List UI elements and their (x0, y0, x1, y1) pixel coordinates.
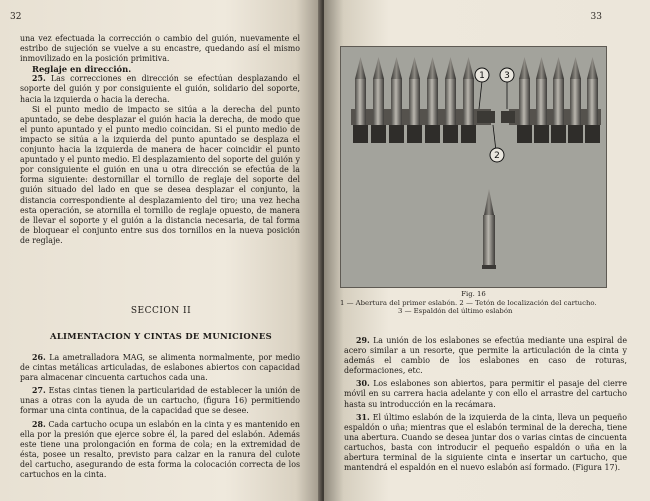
page-number-right: 33 (590, 12, 602, 22)
callout-1 (475, 68, 489, 82)
callout-3-label: 3 (504, 71, 510, 81)
callout-2 (490, 148, 504, 162)
paragraph-25-number: 25. (32, 74, 46, 84)
ammunition-belt-illustration (341, 47, 606, 287)
paragraph-27-number: 27. (32, 386, 46, 396)
section-heading-reglaje: Reglaje en dirección. (32, 64, 132, 75)
paragraph-27 (20, 386, 300, 416)
callout-2-label: 2 (494, 151, 500, 161)
paragraph-25b: Si el punto medio de impacto se sitúa a la derecha del punto apuntado, se debe desplazar el guión hacia la derecha, de modo que el punto apuntado y el punto medio coincidan. Si el punto medio de impacto se sitúa a la izquierda del punto apuntado se desplaza el conjunto hacia la izquierda de manera de hacer coincidir el punto apuntado y el punto medio. El desplazamiento del soporte del guión y por consiguiente el guión en una u otra dirección se efectúa de la forma siguiente: destornillar el tornillo de reglaje del soporte del guión situado del lado en que se desea desplazar el conjunto, la distancia correspondiente al desplazamiento del tiro; una vez hecha esta operación, se atornilla el tornillo de reglaje opuesto, de manera de llevar el soporte y el guión a la distancia necesaria, de tal forma de bloquear el conjunto entre sus dos tornillos en la nueva posición de reglaje. (20, 104, 300, 245)
paragraph-28-text: Cada cartucho ocupa un eslabón en la cinta y es mantenido en ella por la presión que ejerce sobre él, la pared del eslabón. Además este tiene una prolongación en forma de cola; en la extremidad de ésta, posee un resalto, previsto para calzar en la ranura del culote del cartucho, asegurando de esta forma la colocación correcta de los cartuchos en la cinta. (20, 419, 300, 480)
paragraph-30-number: 30. (356, 379, 370, 389)
paragraph-29-text: La unión de los eslabones se efectúa mediante una espiral de acero similar a un resorte, que permite la articulación de la cinta y además el cambio de los eslabones en caso de roturas, deformaciones, etc. (344, 336, 627, 376)
section-subtitle: ALIMENTACION Y CINTAS DE MUNICIONES (50, 331, 272, 341)
paragraph-25 (20, 74, 300, 104)
figure-caption-line-1: 1 — Abertura del primer eslabón. 2 — Tetón de localización del cartucho. (340, 299, 597, 307)
paragraph-30 (344, 379, 627, 409)
figure-title: Fig. 16 (461, 290, 486, 298)
left-column-top (20, 34, 300, 246)
paragraph-28 (20, 420, 300, 481)
figure-16-photo (340, 46, 607, 288)
paragraph-29 (344, 336, 627, 376)
paragraph-27-text: Estas cintas tienen la particularidad de establecer la unión de unas a otras con la ayuda de un cartucho, (figura 16) permitiendo formar una cinta continua, de la capacidad que se desee. (20, 386, 300, 416)
paragraph-31 (344, 413, 627, 474)
paragraph-28-number: 28. (32, 419, 46, 429)
left-page (0, 0, 322, 501)
intro-paragraph: una vez efectuada la corrección o cambio del guión, nuevamente el estribo de sujeción se vuelve a su encastre, quedando así el mismo inmovilizado en la posición primitiva. (20, 34, 300, 64)
paragraph-29-number: 29. (356, 336, 370, 345)
right-column (344, 336, 627, 473)
paragraph-31-number: 31. (356, 412, 370, 422)
page-number-left: 32 (10, 12, 22, 22)
paragraph-25-text: Las correcciones en dirección se efectúan desplazando el soporte del guión y por consiguiente el guión, solidario del soporte, hacia la izquierda o hacia la derecha. (20, 74, 300, 104)
section-title: SECCION II (130, 306, 192, 316)
callout-1-label: 1 (479, 71, 485, 81)
figure-caption-line-2: 3 — Espaldón del último eslabón (398, 307, 513, 315)
paragraph-26-number: 26. (32, 353, 46, 362)
left-column-bottom (20, 353, 300, 480)
paragraph-26-text: La ametralladora MAG, se alimenta normalmente, por medio de cintas metálicas articuladas, de eslabones abiertos con capacidad para almacenar cincuenta cartuchos cada una. (20, 353, 300, 383)
paragraph-31-text: El último eslabón de la izquierda de la cinta, lleva un pequeño espaldón o uña; mientras que el eslabón terminal de la derecha, tiene una abertura. Cuando se desea juntar dos o varias cintas de cincuenta cartuchos, basta con introducir el pequeño espaldón o uña en la abertura terminal de la siguiente cinta e insertar un cartucho, que mantendrá el espaldón en el nuevo eslabón así formado. (Figura 17). (344, 412, 627, 473)
paragraph-26 (20, 353, 300, 383)
paragraph-30-text: Los eslabones son abiertos, para permitir el pasaje del cierre móvil en su carrera hacia adelante y con ello el arrastre del cartucho hasta su introducción en la recámara. (344, 379, 627, 409)
callout-3 (500, 68, 514, 82)
